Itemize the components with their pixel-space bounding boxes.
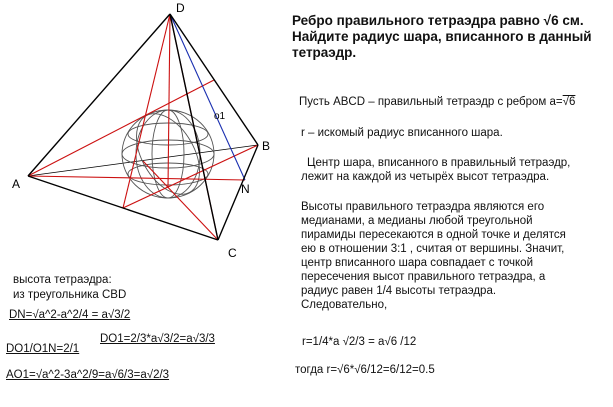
median-A-N — [28, 176, 245, 180]
solution-final: тогда r=√6*√6/12=6/12=0.5 — [295, 364, 435, 376]
tetrahedron-figure — [0, 0, 300, 300]
solution-heights-line-8: Следовательно, — [301, 299, 388, 311]
label-A: A — [12, 177, 21, 191]
median-A-DB — [28, 80, 214, 176]
solution-let — [299, 95, 575, 109]
edge-DC — [170, 14, 218, 240]
note-ao1-formula: AO1=√a^2-3a^2/9=a√6/3=a√2/3 — [6, 369, 170, 381]
solution-heights-line-2: медианами, а медианы любой треугольной — [301, 215, 533, 227]
label-C: C — [228, 246, 237, 260]
label-D: D — [176, 1, 185, 15]
solution-heights-line-6: пересечения высот правильного тетраэдра, а — [301, 271, 546, 283]
label-O1: o1 — [214, 111, 226, 122]
solution-let-root: √6 — [562, 96, 576, 108]
edge-BC — [218, 145, 258, 240]
median-D-base — [168, 14, 170, 188]
note-height-title: высота тетраэдра: — [13, 274, 112, 286]
solution-center-line-2: лежит на каждой из четырёх высот тетраэдра. — [301, 171, 550, 183]
solution-heights-line-3: пирамиды пересекаются в одной точке и делятся — [301, 229, 566, 241]
problem-title-line-3: тетраэдр. — [292, 45, 357, 60]
label-B: B — [262, 139, 271, 153]
note-from-triangle: из треугольника CBD — [13, 289, 127, 301]
solution-heights-line-4: ею в отношении 3:1 , считая от вершины. Значит, — [301, 243, 565, 255]
edge-DA — [28, 14, 170, 176]
median-C-AB — [143, 161, 218, 240]
solution-let-text: Пусть ABCD – правильный тетраэдр с ребром a= — [299, 96, 563, 108]
problem-title-line-2: Найдите радиус шара, вписанного в данный — [292, 29, 592, 44]
edge-AC — [28, 176, 218, 240]
medians — [28, 14, 258, 240]
solution-heights-line-7: радиус равен 1/4 высоты тетраэдра. — [301, 285, 497, 297]
solution-center-line-1: Центр шара, вписанного в правильный тетраэдр, — [307, 157, 571, 169]
label-N: N — [241, 182, 250, 196]
solution-r-def: r – искомый радиус вписанного шара. — [301, 127, 503, 139]
solution-r-formula: r=1/4*a √2/3 = a√6 /12 — [302, 336, 417, 348]
solution-heights-line-1: Высоты правильного тетраэдра являются его — [301, 201, 545, 213]
note-do1-formula: DO1=2/3*a√3/2=a√3/3 — [100, 333, 215, 345]
note-dn-formula: DN=√a^2-a^2/4 = a√3/2 — [9, 309, 131, 321]
problem-title-line-1: Ребро правильного тетраэдра равно √6 см. — [292, 13, 584, 28]
solution-heights-line-5: центр вписанного шара совпадает с точкой — [301, 257, 533, 269]
note-ratio: DO1/O1N=2/1 — [6, 343, 80, 355]
